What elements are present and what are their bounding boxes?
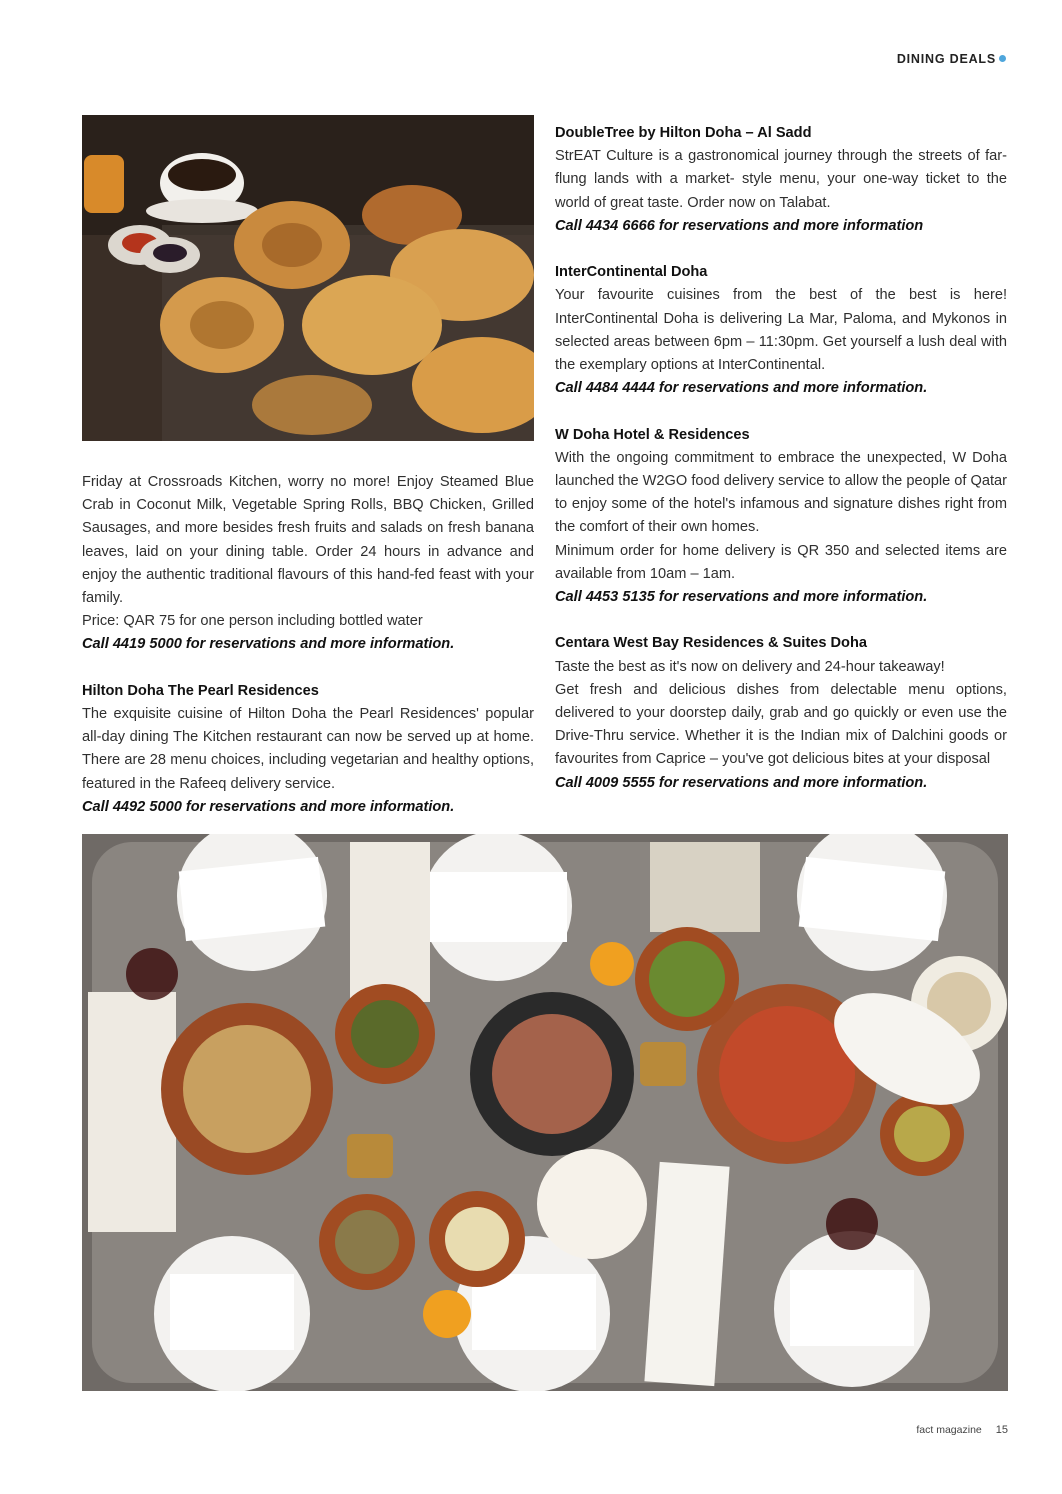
crossroads-price: Price: QAR 75 for one person including bottled water: [82, 613, 423, 630]
wdoha-text: With the ongoing commitment to embrace the unexpected, W Doha launched the W2GO food delivery service to allow the people of Qatar to enjoy some of the hotel's infamous and signature dishes right from the comfort of their own homes.: [555, 449, 1007, 536]
centara-text-1: Taste the best as it's now on delivery and 24-hour takeaway!: [555, 658, 945, 675]
pastries-image: [82, 115, 534, 441]
wdoha-text-2: Minimum order for home delivery is QR 350 and selected items are available from 10am – 1am.: [555, 542, 1007, 582]
intercontinental-title: InterContinental Doha: [555, 264, 708, 281]
section-tag-label: DINING DEALS: [896, 52, 996, 66]
pastries-photo: [82, 115, 534, 441]
right-column: [555, 122, 1007, 795]
left-column: [82, 471, 534, 819]
wdoha-call: Call 4453 5135 for reservations and more information.: [555, 589, 928, 606]
section-tag: [897, 52, 1006, 66]
feast-table-photo: [82, 834, 1008, 1391]
doubletree-call: Call 4434 6666 for reservations and more information: [555, 217, 924, 234]
intercontinental-call: Call 4484 4444 for reservations and more information.: [555, 380, 928, 397]
centara-title: Centara West Bay Residences & Suites Doha: [555, 635, 867, 652]
section-dot-icon: [999, 55, 1006, 62]
crossroads-text: Friday at Crossroads Kitchen, worry no more! Enjoy Steamed Blue Crab in Coconut Milk, Vegetable Spring Rolls, BBQ Chicken, Grilled Sausages, and more besides fresh fruits and salads on fresh banana leaves, laid on your dining table. Order 24 hours in advance and enjoy the authentic traditional flavours of this hand-fed feast with your family.: [82, 474, 534, 607]
centara-call: Call 4009 5555 for reservations and more information.: [555, 774, 928, 791]
crossroads-call: Call 4419 5000 for reservations and more information.: [82, 636, 455, 653]
doubletree-text: StrEAT Culture is a gastronomical journey through the streets of far-flung lands with a market- style menu, your one-way ticket to the world of great taste. Order now on Talabat.: [555, 148, 1007, 211]
page-number: 15: [995, 1424, 1008, 1436]
hilton-pearl-text: The exquisite cuisine of Hilton Doha the Pearl Residences' popular all-day dining The Kitchen restaurant can now be served up at home. There are 28 menu choices, including vegetarian and healthy options, featured in the Rafeeq delivery service.: [82, 706, 534, 792]
hilton-pearl-call: Call 4492 5000 for reservations and more information.: [82, 798, 455, 815]
page-footer: [916, 1424, 1008, 1436]
doubletree-title: DoubleTree by Hilton Doha – Al Sadd: [555, 125, 812, 141]
intercontinental-text: Your favourite cuisines from the best of the best is here! InterContinental Doha is delivering La Mar, Paloma, and Mykonos in selected areas between 6pm – 11:30pm. Get yourself a lush deal with the exemplary options at InterContinental.: [555, 287, 1007, 374]
hilton-pearl-title: Hilton Doha The Pearl Residences: [82, 682, 319, 699]
wdoha-title: W Doha Hotel & Residences: [555, 426, 750, 443]
centara-text-2: Get fresh and delicious dishes from delectable menu options, delivered to your doorstep daily, grab and go quickly or even use the Drive-Thru service. Whether it is the Indian mix of Dalchini goods or favourites from Caprice – you've got delicious bites at your disposal: [555, 681, 1007, 768]
feast-image: [82, 834, 1008, 1391]
magazine-name: fact magazine: [916, 1424, 982, 1436]
